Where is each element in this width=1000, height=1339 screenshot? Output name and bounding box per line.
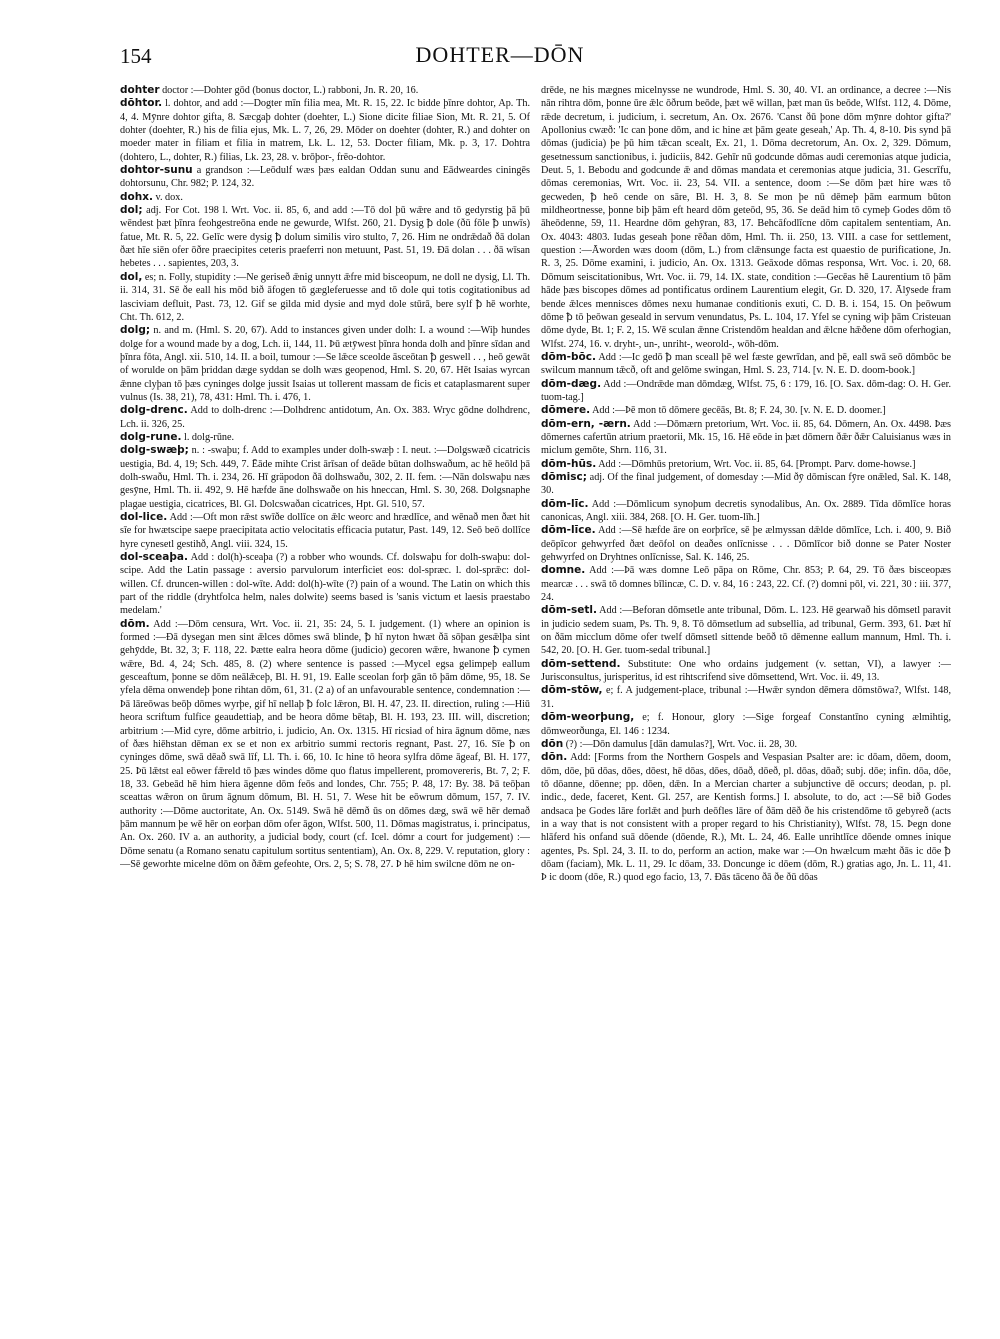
- entry-text: Add :—Oft mon rǣst swīðe dollīce on ǣlc weorc and hrædlīce, and wēnað men ðæt hit sīe for hwætscipe saepe praecipitata actio velocitatis efficacia putatur, Past. 149, 12. Seō beō dollīce hyre cynesetl gestihð, Angl. viii. 324, 15.: [120, 512, 530, 550]
- dictionary-entry: [541, 711, 951, 738]
- entry-headword: domne.: [541, 564, 586, 577]
- entry-text: Substitute: One who ordains judgement (v. settan, VI), a lawyer :—Jurisconsultus, jurisperitus, id est rihtscrifend sive dōmsettend, Wrt. Voc. ii. 49, 13.: [541, 658, 951, 684]
- dictionary-entry: [120, 324, 530, 404]
- dictionary-entry: [541, 524, 951, 564]
- entry-headword: dōhtor.: [120, 97, 163, 110]
- dictionary-entry: [120, 404, 530, 431]
- left-column: [120, 84, 530, 1320]
- dictionary-entry: [541, 418, 951, 458]
- page-number: 154: [120, 44, 152, 68]
- dictionary-entry: [120, 164, 530, 191]
- entry-text: Add : dol(h)-sceaþa (?) a robber who wounds. Cf. dolswaþu for dolh-swaþu: dol-scipe. Add the Latin passage : aversio parvulorum interficiet eos: dol-spræc. l. dol-sprǣc: dol-willen. Cf. druncen-willen : dol-wīte. Add: dol(h)-wīte (?) pain of a wound. The Latin on which this part of the riddle (dryhtfolca helm, nales dolwite) seems based is 'sanis victum et laesis praestabo medelam.': [120, 552, 530, 617]
- entry-headword: dolg;: [120, 324, 151, 337]
- entry-text: doctor :—Dohter gōd (bonus doctor, L.) rabboni, Jn. R. 20, 16.: [159, 85, 419, 96]
- dictionary-entry: [541, 458, 951, 471]
- entry-headword: dōm.: [120, 617, 150, 630]
- entry-text: l. dohtor, and add :—Dogter mīn filia mea, Mt. R. 15, 22. Ic bidde þīnre dohtor, Ap. Th. 4, 4. Mȳnre dohtor gifta, 8. Sæcgaþ dohter (doehter, L.) Sione dicite filiae Sion, Mt. R. 21, 5. Of dohter (doehter, R.) his de filia ejus, Mk. L. 7, 26, 29. Mōder on doehter (dohter, R.) and dohter on moeder mater in filiam et filia in matrem, Lk. L. 12, 53. Docter filiam, Mk. p. 3, 17. Dohtra (dohtero, L., dohter, R.) filias, Lk. 23, 28. v. brōþor-, frēo-dohtor.: [120, 98, 530, 163]
- entry-headword: dōm-līc.: [541, 497, 589, 510]
- entry-headword: dōn.: [541, 751, 568, 764]
- entry-text: adj. For Cot. 198 l. Wrt. Voc. ii. 85, 6, and add :—Tō dol þū wǣre and tō gedyrstig þā þū wēndest þæt þīnra feohgestreōna ende ne gewurde, Wlfst. 260, 21. Dysig ꝥ dole (ðū fōle ꝥ unwīs) fatue, Mt. R. 5, 22. Gelīc were dysig ꝥ dolum similis viro stulto, 7, 26. Him ne ondrǣdað ðā dolan ðæt hīe siēn ofer ōðre praecipites ceteris praeferri non metuunt, Past. 51, 19. Ðā dolan . . . ðā wīsan hebetes . . . sapientes, 203, 3.: [120, 205, 530, 270]
- entry-text: Add :—Dōmhūs pretorium, Wrt. Voc. ii. 85, 64. [Prompt. Parv. dome-howse.]: [596, 458, 916, 470]
- entry-text: Add :—Þē mon tō dōmere gecēās, Bt. 8; F. 24, 30. [v. N. E. D. doomer.]: [590, 405, 886, 417]
- entry-text: es; n. Folly, stupidity :—Ne geriseð ǣnig unnytt ǣfre mid bisceopum, ne doll ne dysig, Ll. Th. ii. 314, 31. Sē ðe eall his mōd bið āfogen tō gægleferuesse and tō dole qui totis cogitationibus ad lasciviam defluit, Past. 73, 12. Gif se gilda mid dysie and myd dole stūrā, bere sylf ꝥ hē worhte, Cht. Th. 612, 2.: [120, 271, 530, 323]
- entry-headword: dōm-ern, -ærn.: [541, 417, 631, 430]
- dictionary-entry: [541, 658, 951, 685]
- entry-headword: dōm-bōc.: [541, 350, 596, 363]
- entry-text: l. dolg-rūne.: [181, 431, 235, 443]
- entry-headword: dōm-līce.: [541, 524, 596, 537]
- entry-headword: dolg-drenc.: [120, 404, 188, 417]
- entry-headword: dōm-settend.: [541, 657, 621, 670]
- dictionary-entry: [541, 738, 951, 751]
- entry-headword: dōmisc;: [541, 470, 587, 483]
- entry-headword: dōm-weorþung,: [541, 711, 635, 724]
- dictionary-entry: [120, 191, 530, 204]
- dictionary-entry: [541, 604, 951, 657]
- entry-headword: dohtor-sunu: [120, 164, 193, 177]
- dictionary-entry: [541, 684, 951, 711]
- dictionary-entry: [120, 204, 530, 271]
- entry-headword: dōm-stōw,: [541, 684, 603, 697]
- entry-headword: dol-lice.: [120, 511, 168, 523]
- dictionary-entry: [541, 564, 951, 604]
- entry-text: e; f. Honour, glory :—Sige forgeaf Constantīno cyning ælmihtig, dōmweorðunga, El. 146 : 1234.: [541, 712, 951, 737]
- entry-headword: dōm-dæg.: [541, 377, 602, 390]
- dictionary-entry: [120, 84, 530, 97]
- dictionary-entry: [541, 84, 951, 351]
- entry-text: a grandson :—Leōdulf wæs þæs ealdan Oddan sunu and Eādweardes ciningēs dohtorsunu, Chr. 982; P. 124, 32.: [120, 165, 530, 190]
- dictionary-entry: [120, 618, 530, 872]
- entry-text: adj. Of the final judgement, of domesday :—Mid ðȳ dōmiscan fȳre onǣled, Sal. K. 148, 30.: [541, 471, 951, 497]
- dictionary-entry: [120, 551, 530, 618]
- entry-headword: dōm-setl.: [541, 604, 598, 617]
- entry-text: Add: [Forms from the Northern Gospels and Vespasian Psalter are: ic dōam, dōem, doom, dōm, dōe, þū dōas, dōes, dōest, hē dōas, dōes, dōað, dōeð, pl. dōas, dōað; subj. dōe; infin. dōa, dōe, tō dōanne, dōenne; pp. dōen, dǣn. In a Mercian charter a subjunctive dē occurs; deodan, p. pl. indic., dede, faceret, Kent. Gl. 257, are Kentish forms.] I. absolute, to do, act :—Sē bið Godes andsaca þe Godes lāre forlǣt and þurh deōfles lāre of ðām dēð ðe his cristendōme tō gebyreð (acts in a way that is not consistent with a proper regard to his Christianity), Wlfst. 78, 15. Þegn done hlāferd his onfand suā dōende (dōende, R.), Mt. L. 24, 46. Ealle unrihtlīce dōende omnes inique agentes, Ps. Spl. 24, 3. II. to do, perform an action, make war :—On hwælcum mæht ðās ic dōe ꝥ dōam (faciam), Mk. L. 11, 29. Ic dōam, 33. Doncunge ic dōem (dōm, R.) gratias ago, Jn. L. 11, 41. Þ ic doom (dōe, R.) quod ego facio, 13, 7. Ðās tāceno ðā ðe ðū dōas: [541, 752, 951, 884]
- right-column: [541, 84, 951, 1320]
- entry-text: drēde, ne his mægnes micelnysse ne wundrode, Hml. S. 30, 40. VI. an ordinance, a decree :—Nis nān rihtra dōm, þonne ūre ǣlc ōðrum beōde, þæt wē willan, þæt man ūs beōde, Wlfst. 112, 4. Dōme, rǣde decretum, i. judicium, i. secretum, An. Ox. 2676. 'Canst ðū þone dōm mȳnre dohtor gifta?' Apollonius cwæð: 'Ic can þone dōm, and ic hine æt þām geate geseah,' Ap. Th. 4, 8-10. Þis synd þā dōmas (judicia) þe þū him tǣcan scealt, Ex. 21, 1. Dōma decretorum, An. Ox. 2, 329. Dōmum, gesetnessum sanctionibus, i. judiciis, 842. Gehīr nū godcunde dōmas audi ceremonias atque judicia, Deut. 5, 1. Bebodu and godcunde ǣ and dōmas mandata et ceremonias atque judicia, 31. Gescrīfu, dōmas ceremonias, Wrt. Voc. ii. 23, 54. VII. a sentence, doom :—Se dōm þæt hire wæs tō gecweden, ꝥ heō cende on sāre, Bl. H. 3, 8. Se mon þe nū dēmeþ þām earmum būton mildheortnesse, þonne biþ þām eft heard dōm geteōd, 95, 36. Se deād him tō cymeþ Godes dōm tō āheōdenne, 59, 11. Heardne dōm gehȳran, 83, 17. Behcāfodlīcne dōm capitalem sententiam, An. Ox. 4043: 4803. Iudas geseah þone rēðan dōm, Hml. Th. ii. 250, 13. VIII. a case for settlement, question :—Āworden wæs doom (dōm, L.) from clǣnsunge facta est quaestio de purificatione, Jn. R. 3, 25. Dōme examini, i. judicio, An. Ox. 1313. Geāxode dōmas responsa, Wrt. Voc. i. 20, 68. Dōmum seiscitationibus, Wrt. Voc. ii. 79, 14. IX. state, condition :—Gecēas hē Laurentium tō þām hāde þæs biscopes dōmes ad pontificatus ordinem Laurentium elegit, Gr. D. 320, 17. Ālȳsede fram bende ǣlces mennisces dōmes nexu humanae conditionis exuti, C. D. B. i. 154, 15. On þeōwum dōme ꝥ tō þeōwan geseald in servum venundatus, Ps. L. 104, 17. Yfel se cyning wiþ þām Cristeuan dōme dyde, Bt. 1; F. 2, 15. Wē sculan ǣnne Cristendōm healdan and ǣlcne hǣðene dōm oferhogian, Wlfst. 274, 16. v. dryht-, un-, unriht-, weorold-, wōh-dōm.: [541, 85, 951, 350]
- dictionary-entry: [541, 751, 951, 884]
- entry-headword: dōn: [541, 737, 564, 750]
- entry-text: Add :—Þā wæs domne Leō pāpa on Rōme, Chr. 853; P. 64, 29. Tō ðæs bisceopæs mearcæ . . . swā tō domnes bīlincæ, C. D. v. 84, 16 : 243, 22. Cf. (?) domni pōl, vi. 221, 30 : iii. 377, 24.: [541, 565, 951, 604]
- dictionary-entry: [541, 498, 951, 525]
- entry-text: Add :—Dōm censura, Wrt. Voc. ii. 21, 35: 24, 5. I. judgement. (1) where an opinion is formed :—Ðā dysegan men sint ǣlces dōmes swā blinde, ꝥ hī nyton hwæt ðā sōþan gesǣlþa sint gehȳdde, Bt. 32, 3; F. 118, 22. Þætte ealra heora dōme (judicio) gecoren wǣre, hwanone ꝥ cymen wǣre, Bd. 4, 24; Sch. 485, 8. (2) where sentence is passed :—Mycel egsa gelimpeþ eallum gesceaftum, þonne se dōm neālǣceþ, Bl. H. 91, 19. Ealle sceolan forþ gān tō þām dōme, 95, 18. Se yfela dēma onwendeþ þone rihtan dōm, 61, 31. (2 a) of an unfavourable sentence, condemnation :—Þā lāreōwas beōþ dōmes wyrþe, gif hī nellaþ ꝥ folc lǣron, Bl. H. 47, 23. II. direction, ruling :—Hiū heora scriftum fulfice geaudettiaþ, and be heora dōme bētaþ, Bl. H. 193, 23. III. will, discretion; arbitrium :—Mid cyre, dōme arbitrio, i. judicio, An. Ox. 1315. Hī ricsiad of hira āgnum dōme, næs of ðæs hiēhstan dēman ex se et non ex arbitrio summi rectoris regnant, Past. 27, 16. Sīe ꝥ on cyninges dōme, swā dēað swā līf, Ll. Th. i. 66, 10. Ic hine tō heora sylfra dōme āgeaf, Bl. H. 177, 25. Þū lǣtst eal eōwer fǣreld tō þæs windes dōme quo flatus impellerent, promovereris, Bt. 7, 2; F. 18, 33. Gebeād hē him hiera āgenne dōm feōs and londes, Chr. 755; P. 48, 17: By. 38. Þā teōþan sceattas wǣron on ūrum āgnum dōmum, Bl. H. 51, 7. Wese hit be eōwrum dōmum, 157, 7. IV. authority :—Dōme auctoritate, An. Ox. 5149. Swā hē dēmð ūs on dōmes dæg, swā wē hēr demað þām mannum þe wē hēr on eorþan dōm ofer āgon, Wlfst. 500, 11. Dōmas magistratus, i. principatus, An. Ox. 260. IV a. an authority, a judicial body, court (cf. Icel. dómr a court for judgement) :—Dōme senatu (a Romano senatu capitulum sortitus sententiam), An. Ox. 8, 229. V. reputation, glory :—Sē geworhte micelne dōm on ðǣm gefeohte, Ors. 2, 5; S. 78, 27. Þ hē him swilcne dōm ne on-: [120, 618, 530, 870]
- entry-text: Add to dolh-drenc :—Dolhdrenc antidotum, An. Ox. 383. Wryc gōdne dolhdrenc, Lch. ii. 326, 25.: [120, 405, 530, 430]
- entry-headword: dol,: [120, 270, 143, 283]
- entry-headword: dolg-swæþ;: [120, 444, 189, 457]
- dictionary-entry: [541, 404, 951, 417]
- entry-headword: dohter: [120, 84, 160, 96]
- entry-headword: dōm-hūs.: [541, 457, 597, 470]
- entry-headword: dohx.: [120, 190, 153, 203]
- entry-text: Add :—Dōmlicum synoþum decretis synodalibus, An. Ox. 2889. Tīda dōmlīce horas canonicas, Angl. xiii. 384, 268. [O. H. Ger. tuom-līh.]: [541, 498, 951, 523]
- entry-headword: dol;: [120, 204, 143, 217]
- entry-text: n. and m. (Hml. S. 20, 67). Add to instances given under dolh: I. a wound :—Wiþ hundes dolge for a wound made by a dog, Lch. ii, 144, 11. Þū ætȳwest þīnra honda dolh and þīnre sīdan and þīnra fōta, Angl. xii. 510, 14. II. a boil, tumour :—Se lǣce sceolde āsceōtan ꝥ geswell . . , heō gewāt of worulde on þām þriddan dæge syddan se dolh wæs geopenod, Hml. S. 20, 67. Hēt Isaias wyrcan ǣnne clyþan tō þæs cyninges dolge jussit Isaias ut tollerent massam de ficis et cataplasmarent super vulnus (Is. 38, 21), 78, 431: Hml. Th. i. 476, 1.: [120, 325, 530, 403]
- running-head: DOHTER—DŌN: [415, 42, 585, 67]
- entry-text: Add :—Sē hæfde āre on eorþrīce, sē þe ælmyssan dǣlde dōmlīce, Lch. i. 400, 9. Bið deōpīcor gehwyrfed ðæt deōfol on deaðes onlīcnisse . . . Dōmlīcor bið donne se Pater Noster gehwyrfed on Dryhtnes onlīcnisse, Sal. K. 146, 25.: [541, 525, 951, 564]
- entry-headword: dōmere.: [541, 404, 591, 417]
- entry-text: (?) :—Dōn damulus [dān damulas?], Wrt. Voc. ii. 28, 30.: [563, 738, 798, 750]
- entry-text: v. dox.: [152, 191, 183, 203]
- dictionary-entry: [120, 271, 530, 324]
- dictionary-entry: [120, 97, 530, 164]
- entry-headword: dol-sceaþa.: [120, 551, 188, 564]
- dictionary-entry: [120, 444, 530, 511]
- entry-text: e; f. A judgement-place, tribunal :—Hwǣr syndon dēmera dōmstōwa?, Wlfst. 148, 31.: [541, 685, 951, 710]
- dictionary-entry: [541, 471, 951, 498]
- dictionary-entry: [541, 351, 951, 378]
- dictionary-entry: [120, 511, 530, 551]
- dictionary-entry: [541, 378, 951, 405]
- dictionary-entry: [120, 431, 530, 444]
- entry-text: n. : -swaþu; f. Add to examples under dolh-swæþ : I. neut. :—Dolgswæð cicatricis uestigia, Bd. 4, 19; Sch. 449, 7. Ēāde mihte Crist ārīsan of deāde būtan dolhswaðum, ac hē heōld þā dolh-swaðu, Hml. Th. i. 234, 26. Hī gräpodon ðā dolhswaðu, 302, 2. II. fem. :—Nān dolswaþu næs gesȳne, Hml. Th. ii. 492, 9. Hē hæfde āne dolhswaðe on his hneccan, Hml. S. 30, 268. Dolgsnaphe plagae uestigia, cicatrices, Bl. Gl. Dolcswaðan cicatrices, Hpt. Gl. 510, 57.: [120, 445, 530, 510]
- entry-text: Add :—Ic gedō ꝥ man sceall þē wel fæste gewrīdan, and þē, eall swā seō dōmbōc be swilcum mannum tǣcð, oft and gelōme swingan, Hml. S. 23, 714. [v. N. E. D. doom-book.]: [541, 351, 951, 377]
- entry-text: Add :—Ondrǣde man dōmdæg, Wlfst. 75, 6 : 179, 16. [O. Sax. dōm-dag: O. H. Ger. tuom-tag.]: [541, 378, 951, 403]
- entry-headword: dolg-rune.: [120, 430, 182, 443]
- entry-text: Add :—Dōmærn pretorium, Wrt. Voc. ii. 85, 64. Dōmern, An. Ox. 4498. Þæs dōmernes cafertūn atrium praetorii, Mk. 15, 16. Hē eōde in þæt dōmern ðǣr ðǣr Caluisianus wæs in miclum gemōte, Shrn. 116, 31.: [541, 418, 951, 457]
- entry-text: Add :—Beforan dōmsetle ante tribunal, Dōm. L. 123. Hē gearwað his dōmsetl paravit in judicio sedem suam, Ps. Th. 9, 8. Tō dōmsetlum ad subsellia, ad tribunal, Germ. 393, 61. Þæt hī on ðām micclum dōme ofer twelf dōmsetl sittende beōð tō dēmenne eallum mannum, Hml. Th. i. 542, 20. [O. H. Ger. tuom-sedal tribunal.]: [541, 605, 951, 657]
